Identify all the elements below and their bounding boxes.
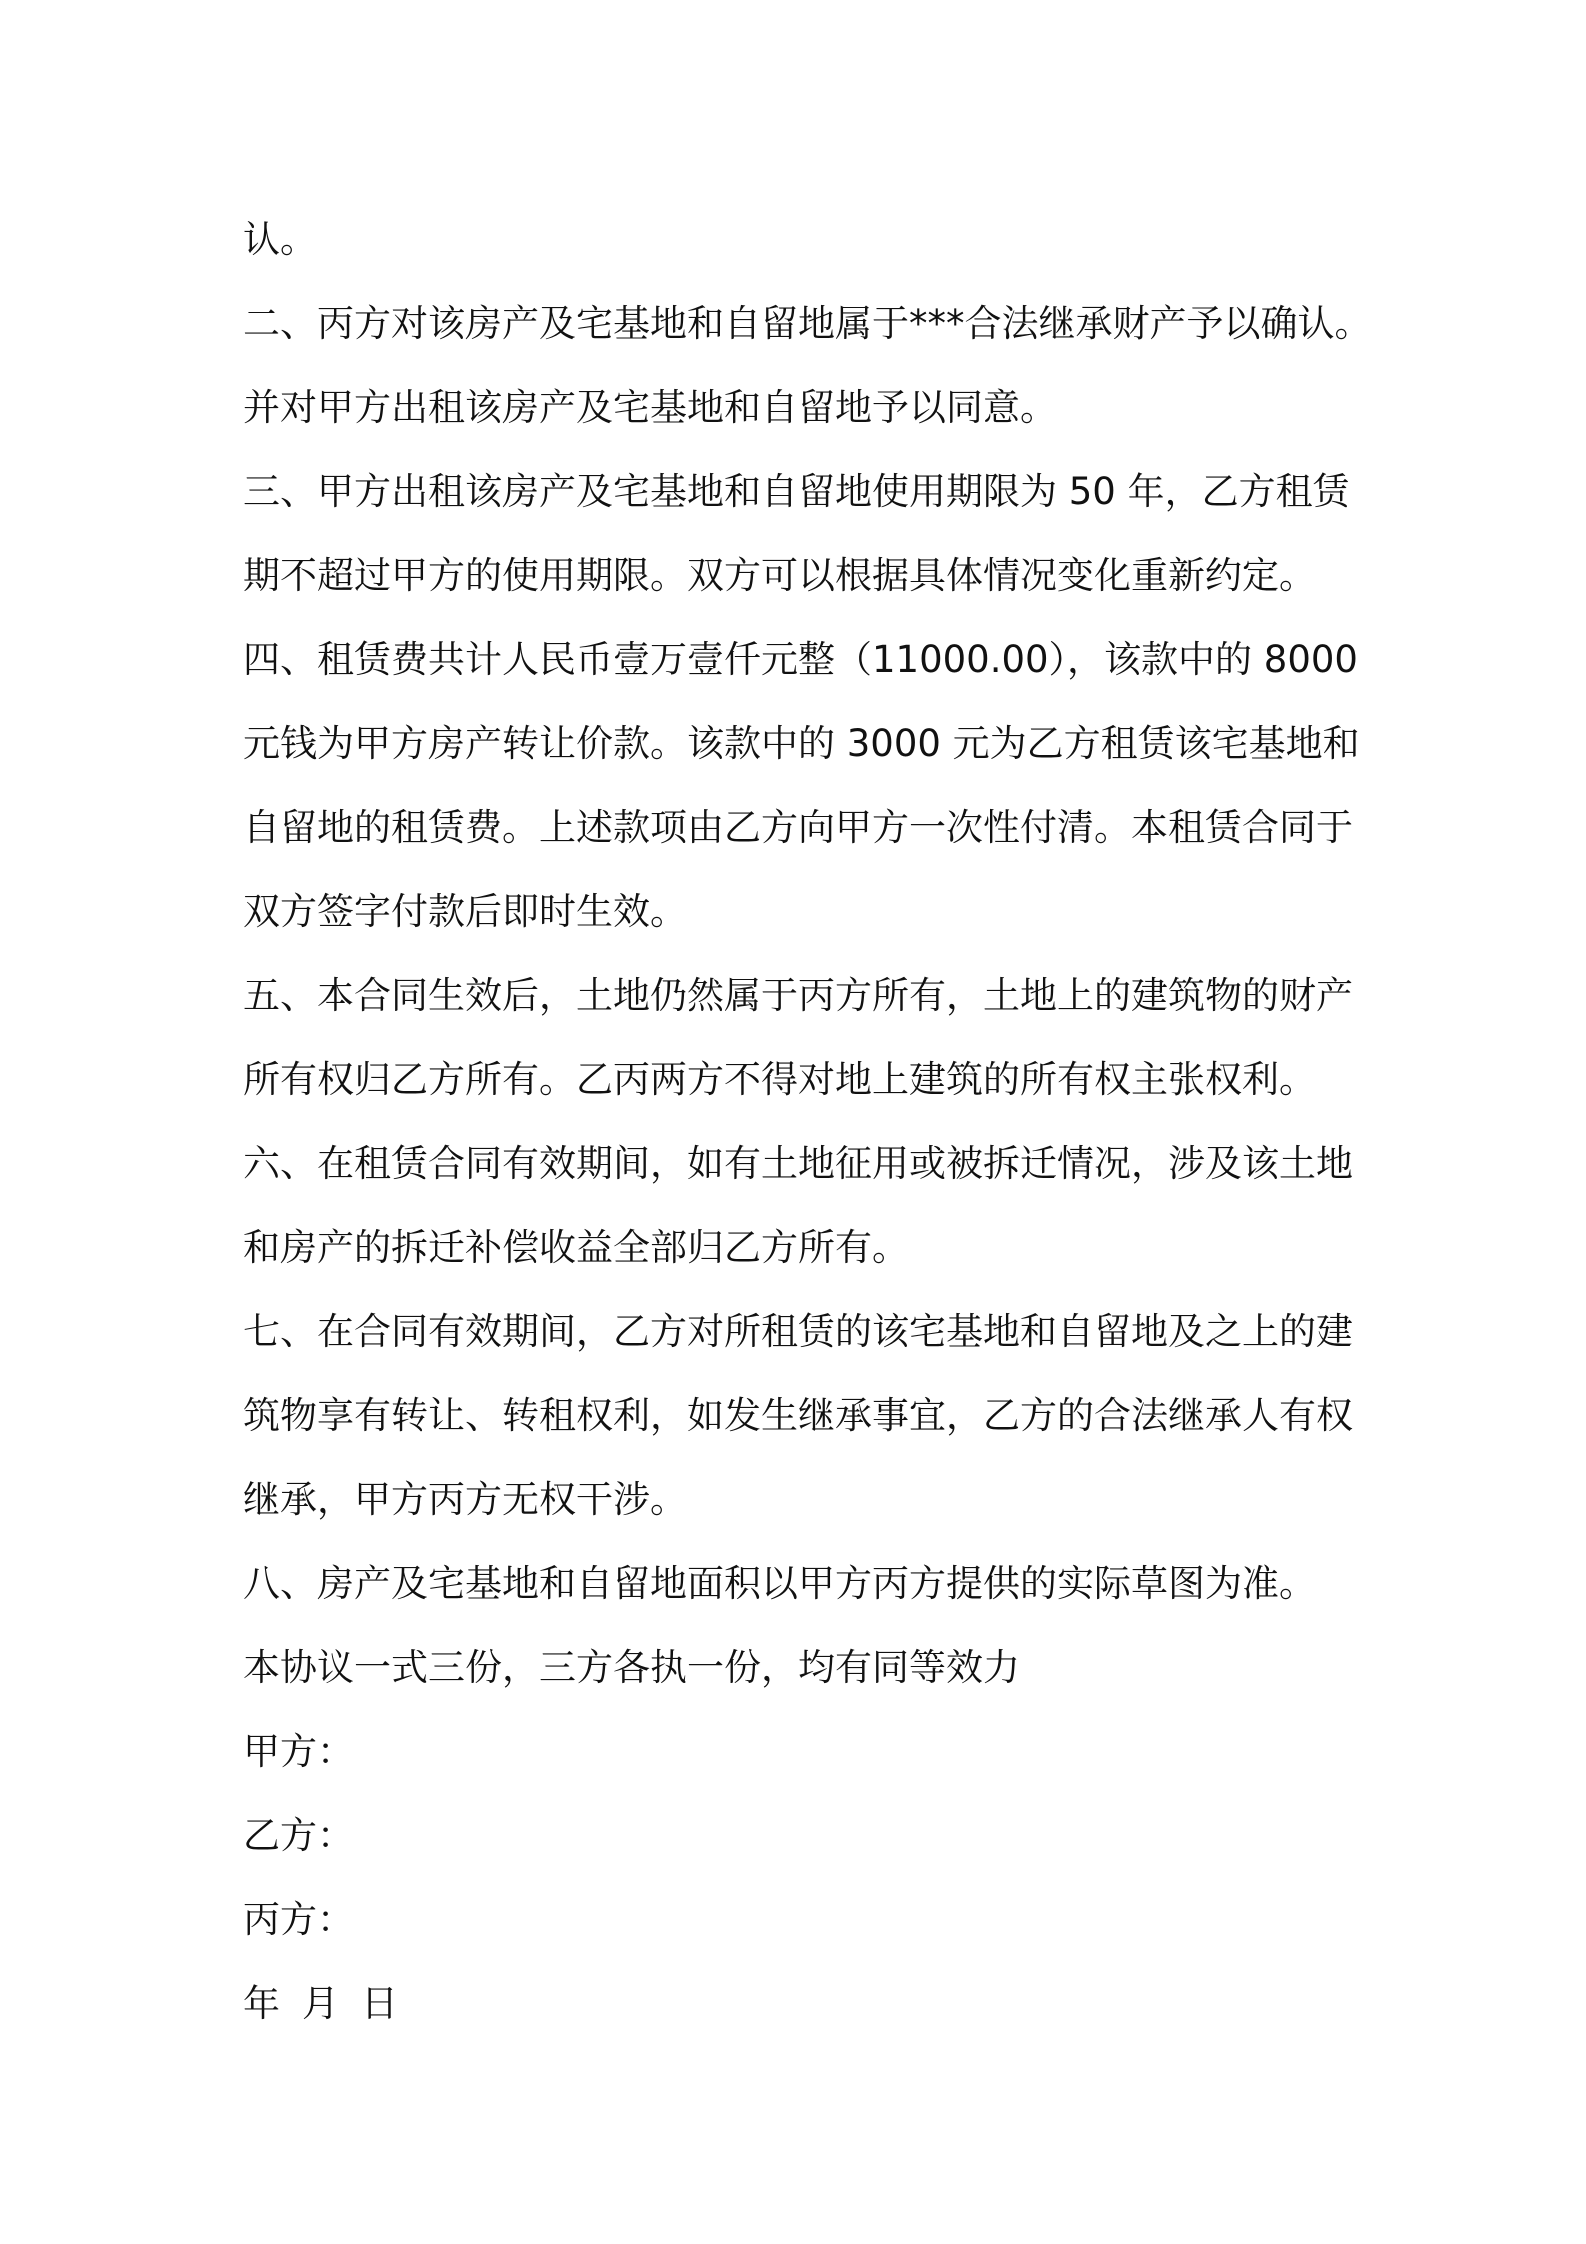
clause-8-line: 八、房产及宅基地和自留地面积以甲方丙方提供的实际草图为准。 bbox=[243, 1562, 1316, 1605]
clause-3-line-2: 期不超过甲方的使用期限。双方可以根据具体情况变化重新约定。 bbox=[243, 554, 1316, 597]
clause-4-line-4: 双方签字付款后即时生效。 bbox=[243, 890, 687, 933]
clause-4-line-1: 四、租赁费共计人民币壹万壹仟元整（11000.00），该款中的 8000 bbox=[243, 638, 1358, 681]
clause-5-line-1: 五、本合同生效后，土地仍然属于丙方所有，土地上的建筑物的财产 bbox=[243, 974, 1353, 1017]
clause-2-line-2: 并对甲方出租该房产及宅基地和自留地予以同意。 bbox=[243, 386, 1057, 429]
date-month: 月 bbox=[302, 1982, 339, 2025]
clause-7-line-2: 筑物享有转让、转租权利，如发生继承事宜，乙方的合法继承人有权 bbox=[243, 1394, 1353, 1437]
clause-6-line-1: 六、在租赁合同有效期间，如有土地征用或被拆迁情况，涉及该土地 bbox=[243, 1142, 1353, 1185]
party-a-signature: 甲方： bbox=[243, 1730, 354, 1773]
clause-4-line-3: 自留地的租赁费。上述款项由乙方向甲方一次性付清。本租赁合同于 bbox=[243, 806, 1353, 849]
contract-body bbox=[243, 198, 1372, 2046]
party-b-signature: 乙方： bbox=[243, 1814, 354, 1857]
copies-statement: 本协议一式三份，三方各执一份，均有同等效力 bbox=[243, 1646, 1020, 1689]
date-line bbox=[243, 1962, 1368, 2046]
date-year: 年 bbox=[243, 1982, 280, 2025]
party-c-signature: 丙方： bbox=[243, 1898, 354, 1941]
clause-3-line-1: 三、甲方出租该房产及宅基地和自留地使用期限为 50 年，乙方租赁 bbox=[243, 470, 1350, 513]
clause-7-line-1: 七、在合同有效期间，乙方对所租赁的该宅基地和自留地及之上的建 bbox=[243, 1310, 1353, 1353]
clause-2-line-1: 二、丙方对该房产及宅基地和自留地属于***合法继承财产予以确认。 bbox=[243, 302, 1372, 345]
clause-5-line-2: 所有权归乙方所有。乙丙两方不得对地上建筑的所有权主张权利。 bbox=[243, 1058, 1316, 1101]
text-line: 认。 bbox=[243, 218, 317, 261]
clause-4-line-2: 元钱为甲方房产转让价款。该款中的 3000 元为乙方租赁该宅基地和 bbox=[243, 722, 1360, 765]
date-day: 日 bbox=[361, 1982, 398, 2025]
clause-7-line-3: 继承，甲方丙方无权干涉。 bbox=[243, 1478, 687, 1521]
clause-6-line-2: 和房产的拆迁补偿收益全部归乙方所有。 bbox=[243, 1226, 909, 1269]
